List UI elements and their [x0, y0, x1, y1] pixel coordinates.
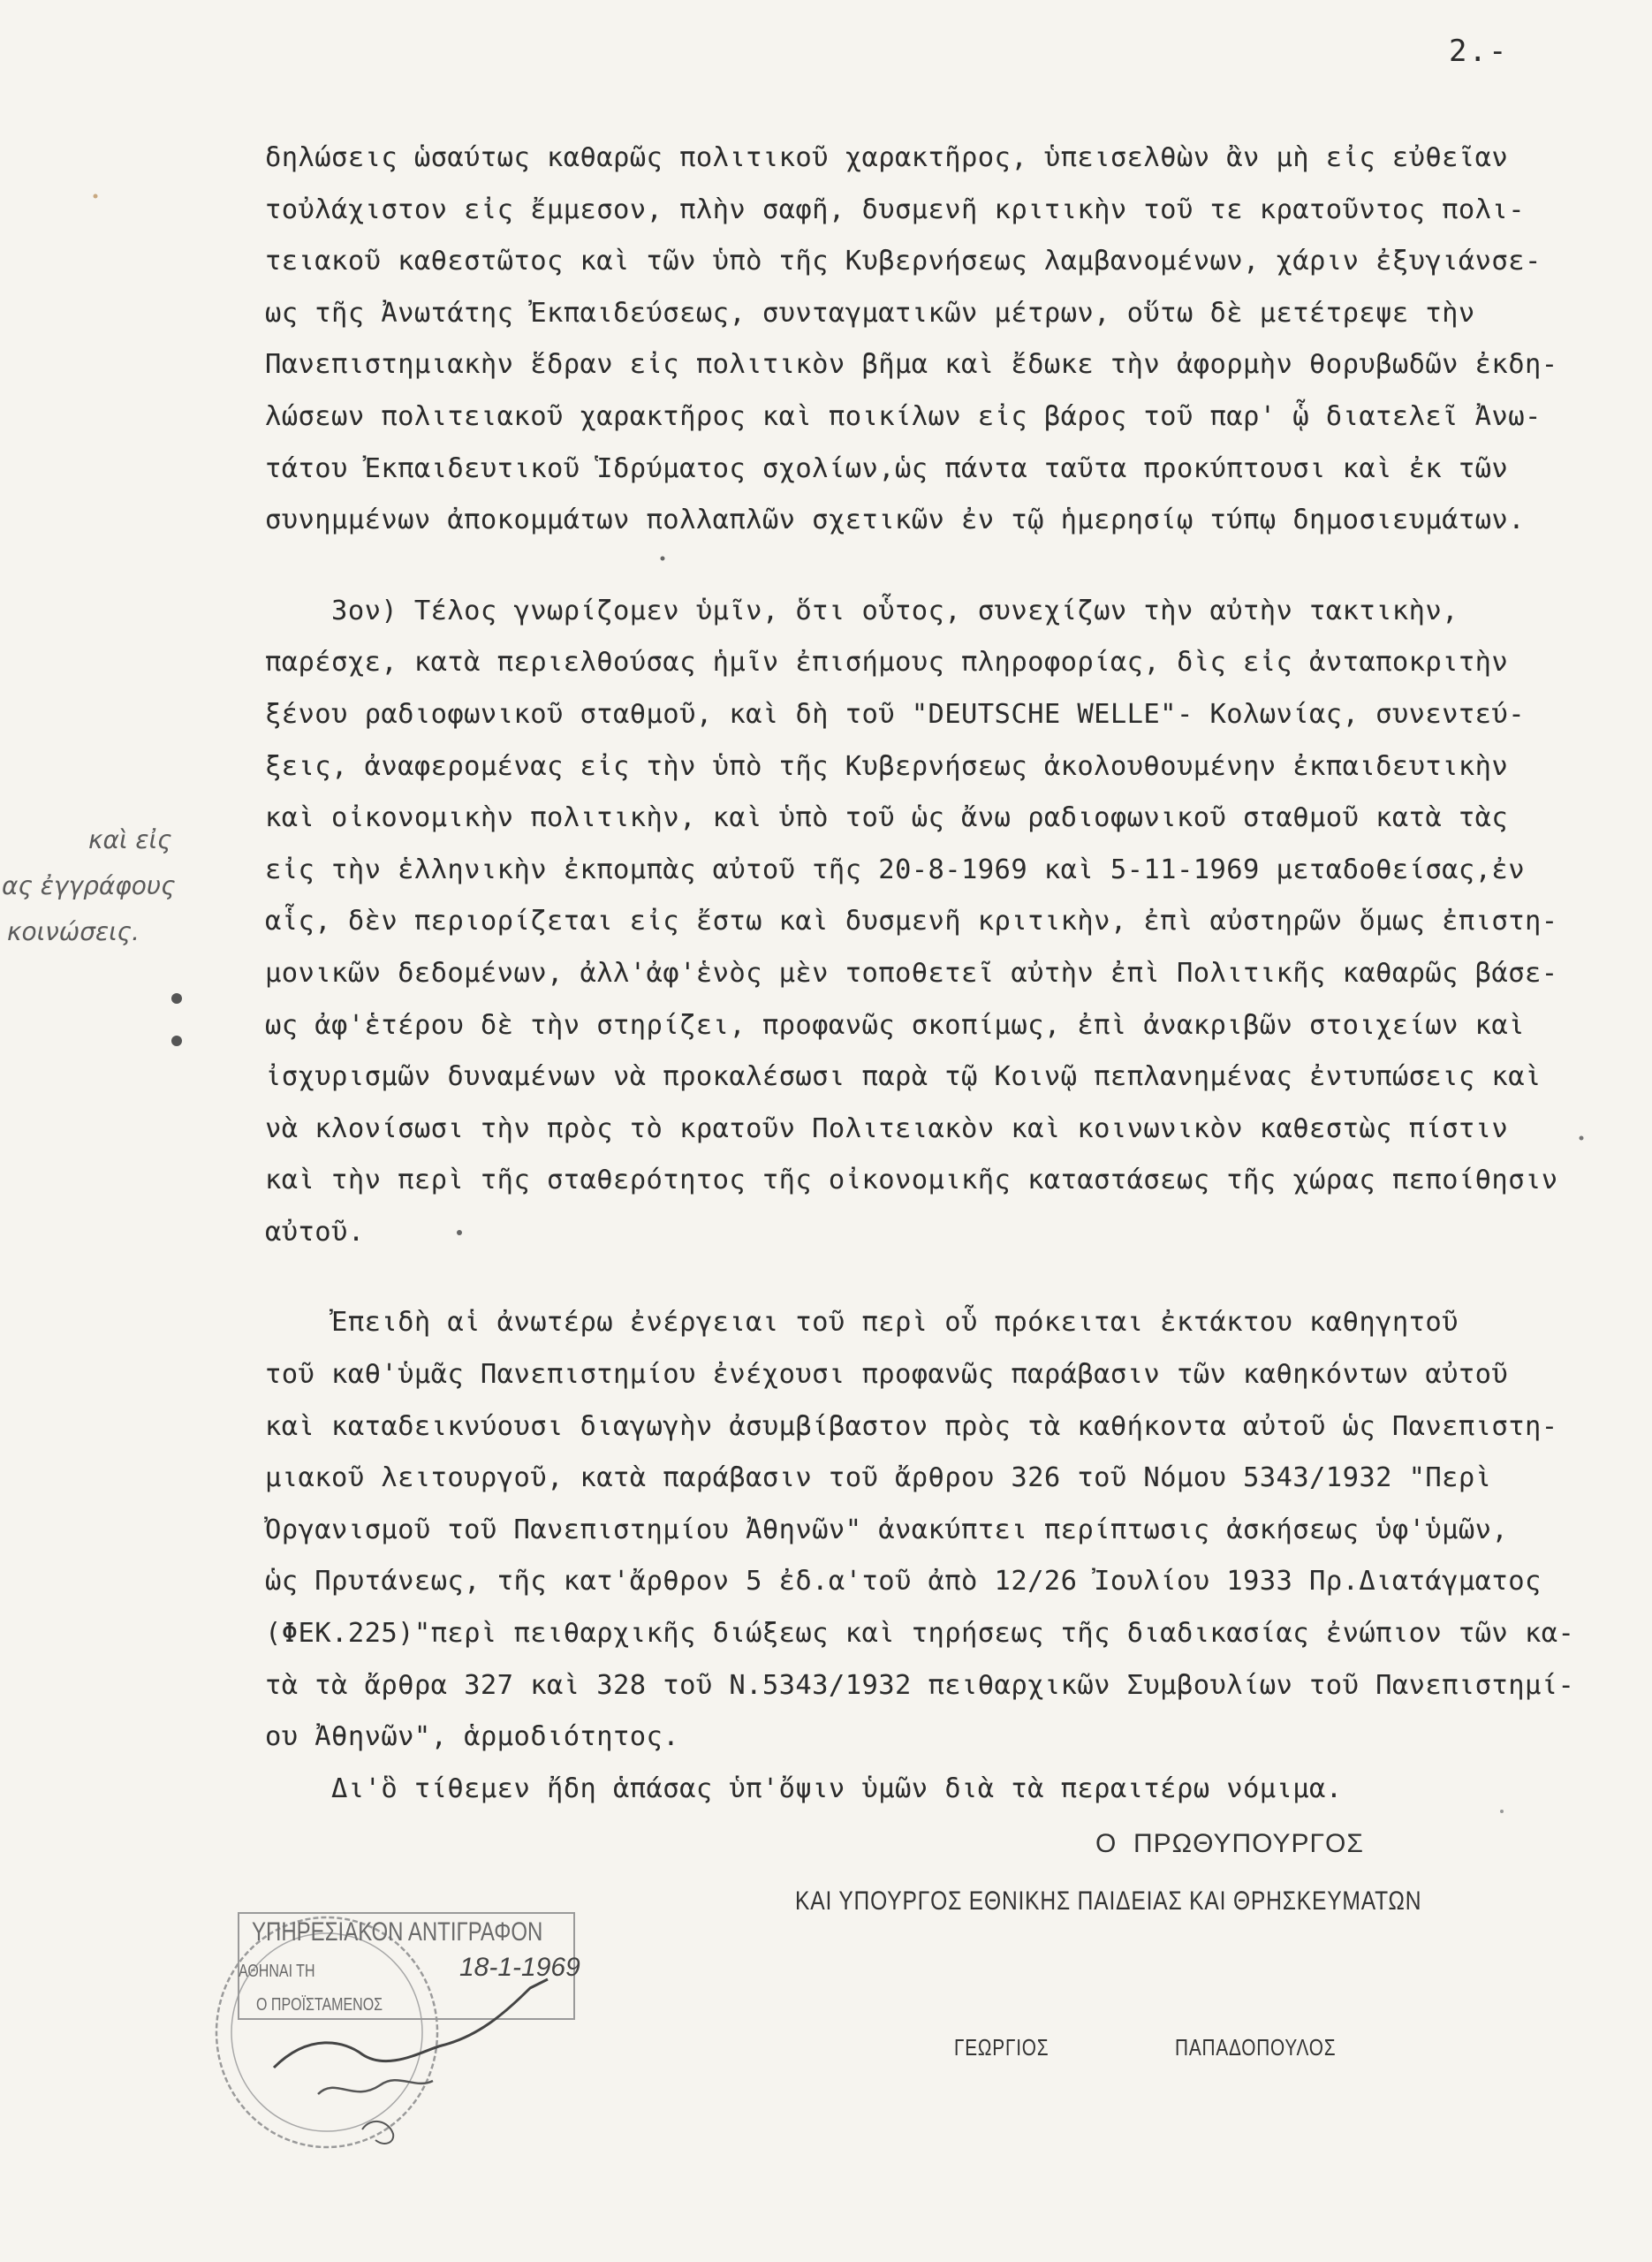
text-line: ου Ἀθηνῶν", ἁρμοδιότητος.	[265, 1721, 680, 1753]
stamp-text: Ο ΠΡΟΪΣΤΑΜΕΝΟΣ	[256, 1995, 383, 2015]
margin-note: ας ἐγγράφους	[2, 871, 176, 900]
text-line: (ΦΕΚ.225)"περὶ πειθαρχικῆς διώξεως καὶ τηρήσεως τῆς διαδικασίας ἐνώπιον τῶν κα-	[265, 1618, 1575, 1650]
text-line: ως τῆς Ἀνωτάτης Ἐκπαιδεύσεως, συνταγματικῶν μέτρων, οὕτω δὲ μετέτρεψε τὴν	[265, 297, 1475, 329]
text-line: τάτου Ἐκπαιδευτικοῦ Ἱδρύματος σχολίων,ὡς πάντα ταῦτα προκύπτουσι καὶ ἐκ τῶν	[265, 452, 1509, 484]
letter-body	[265, 133, 1625, 1815]
text-line: Ὀργανισμοῦ τοῦ Πανεπιστημίου Ἀθηνῶν" ἀνακύπτει περίπτωσις ἀσκήσεως ὑφ'ὑμῶν,	[265, 1514, 1509, 1545]
text-line: μιακοῦ λειτουργοῦ, κατὰ παράβασιν τοῦ ἄρθρου 326 τοῦ Νόμου 5343/1932 "Περὶ	[265, 1462, 1492, 1494]
signatory-title: Ο ΠΡΩΘΥΠΟΥΡΓΟΣ	[1095, 1829, 1364, 1858]
paragraph-3	[265, 1297, 1625, 1763]
text-line: ξένου ραδιοφωνικοῦ σταθμοῦ, καὶ δὴ τοῦ "DEUTSCHE WELLE"- Κολωνίας, συνεντεύ-	[265, 698, 1525, 730]
text-line: ἰσχυρισμῶν δυναμένων νὰ προκαλέσωσι παρὰ τῷ Κοινῷ πεπλανημένας ἐντυπώσεις καὶ	[265, 1061, 1542, 1093]
paragraph-4	[265, 1764, 1625, 1816]
text-line: τοὐλάχιστον εἰς ἔμμεσον, πλὴν σαφῆ, δυσμενῆ κριτικὴν τοῦ τε κρατοῦντος πολι-	[265, 194, 1525, 225]
text-line: νὰ κλονίσωσι τὴν πρὸς τὸ κρατοῦν Πολιτειακὸν καὶ κοινωνικὸν καθεστὼς πίστιν	[265, 1112, 1509, 1144]
stamp-text: ΑΘΗΝΑΙ ΤΗ	[239, 1962, 315, 1981]
text-line: συνημμένων ἀποκομμάτων πολλαπλῶν σχετικῶν ἐν τῷ ἡμερησίῳ τύπῳ δημοσιευμάτων.	[265, 505, 1525, 536]
text-line: εἰς τὴν ἑλληνικὴν ἐκπομπὰς αὐτοῦ τῆς 20-8-1969 καὶ 5-11-1969 μεταδοθείσας,ἐν	[265, 854, 1525, 885]
text-line: ὡς Πρυτάνεως, τῆς κατ'ἄρθρον 5 ἐδ.α'τοῦ ἀπὸ 12/26 Ἰουλίου 1933 Πρ.Διατάγματος	[265, 1566, 1542, 1598]
text-line: παρέσχε, κατὰ περιελθούσας ἡμῖν ἐπισήμους πληροφορίας, δὶς εἰς ἀνταποκριτὴν	[265, 647, 1509, 679]
text-line: δηλώσεις ὡσαύτως καθαρῶς πολιτικοῦ χαρακτῆρος, ὑπεισελθὼν ἂν μὴ εἰς εὐθεῖαν	[265, 142, 1509, 173]
signatory-title-line2: ΚΑΙ ΥΠΟΥΡΓΟΣ ΕΘΝΙΚΗΣ ΠΑΙΔΕΙΑΣ ΚΑΙ ΘΡΗΣΚΕΥΜΑΤΩΝ	[795, 1886, 1422, 1916]
text-line: καὶ τὴν περὶ τῆς σταθερότητος τῆς οἰκονομικῆς καταστάσεως τῆς χώρας πεποίθησιν	[265, 1165, 1558, 1196]
text-line: 3ον) Τέλος γνωρίζομεν ὑμῖν, ὅτι οὗτος, συνεχίζων τὴν αὐτὴν τακτικὴν,	[265, 595, 1459, 626]
paragraph-1	[265, 133, 1625, 547]
text-line: μονικῶν δεδομένων, ἀλλ'ἀφ'ἑνὸς μὲν τοποθετεῖ αὐτὴν ἐπὶ Πολιτικῆς καθαρῶς βάσε-	[265, 957, 1558, 989]
signatory-last-name: ΠΑΠΑΔΟΠΟΥΛΟΣ	[1175, 2034, 1337, 2061]
text-line: Ἐπειδὴ αἱ ἀνωτέρω ἐνέργειαι τοῦ περὶ οὗ πρόκειται ἐκτάκτου καθηγητοῦ	[265, 1307, 1459, 1339]
paragraph-2	[265, 586, 1625, 1259]
text-line: τειακοῦ καθεστῶτος καὶ τῶν ὑπὸ τῆς Κυβερνήσεως λαμβανομένων, χάριν ἐξυγιάνσε-	[265, 246, 1542, 277]
page-number: 2.-	[1449, 34, 1509, 69]
margin-note: καὶ εἰς	[88, 825, 172, 854]
text-line: τοῦ καθ'ὑμᾶς Πανεπιστημίου ἐνέχουσι προφανῶς παράβασιν τῶν καθηκόντων αὐτοῦ	[265, 1359, 1509, 1391]
signatory-first-name: ΓΕΩΡΓΙΟΣ	[954, 2034, 1050, 2061]
stamp-text: ΥΠΗΡΕΣΙΑΚΟΝ ΑΝΤΙΓΡΑΦΟΝ	[252, 1917, 543, 1947]
text-line: ξεις, ἀναφερομένας εἰς τὴν ὑπὸ τῆς Κυβερνήσεως ἀκολουθουμένην ἐκπαιδευτικὴν	[265, 750, 1509, 782]
text-line: αἷς, δὲν περιορίζεται εἰς ἔστω καὶ δυσμενῆ κριτικὴν, ἐπὶ αὐστηρῶν ὅμως ἐπιστη-	[265, 906, 1558, 937]
text-line: αὐτοῦ.	[265, 1216, 365, 1248]
text-line: καὶ οἰκονομικὴν πολιτικὴν, καὶ ὑπὸ τοῦ ὡς ἄνω ραδιοφωνικοῦ σταθμοῦ κατὰ τὰς	[265, 802, 1509, 834]
handwritten-margin-notes	[0, 817, 230, 955]
text-line: λώσεων πολιτειακοῦ χαρακτῆρος καὶ ποικίλων εἰς βάρος τοῦ παρ' ᾧ διατελεῖ Ἀνω-	[265, 400, 1542, 432]
text-line: ως ἀφ'ἑτέρου δὲ τὴν στηρίζει, προφανῶς σκοπίμως, ἐπὶ ἀνακριβῶν στοιχείων καὶ	[265, 1009, 1525, 1041]
text-line: καὶ καταδεικνύουσι διαγωγὴν ἀσυμβίβαστον πρὸς τὰ καθήκοντα αὐτοῦ ὡς Πανεπιστη-	[265, 1410, 1558, 1442]
stamp-date: 18-1-1969	[459, 1953, 580, 1982]
official-stamp	[212, 1864, 618, 2156]
margin-note: κοινώσεις.	[7, 917, 140, 946]
text-line: Δι'ὃ τίθεμεν ἤδη ἁπάσας ὑπ'ὄψιν ὑμῶν διὰ τὰ περαιτέρω νόμιμα.	[265, 1772, 1343, 1804]
text-line: τὰ τὰ ἄρθρα 327 καὶ 328 τοῦ Ν.5343/1932 πειθαρχικῶν Συμβουλίων τοῦ Πανεπιστημί-	[265, 1669, 1575, 1701]
text-line: Πανεπιστημιακὴν ἕδραν εἰς πολιτικὸν βῆμα καὶ ἔδωκε τὴν ἀφορμὴν θορυβωδῶν ἐκδη-	[265, 349, 1558, 381]
